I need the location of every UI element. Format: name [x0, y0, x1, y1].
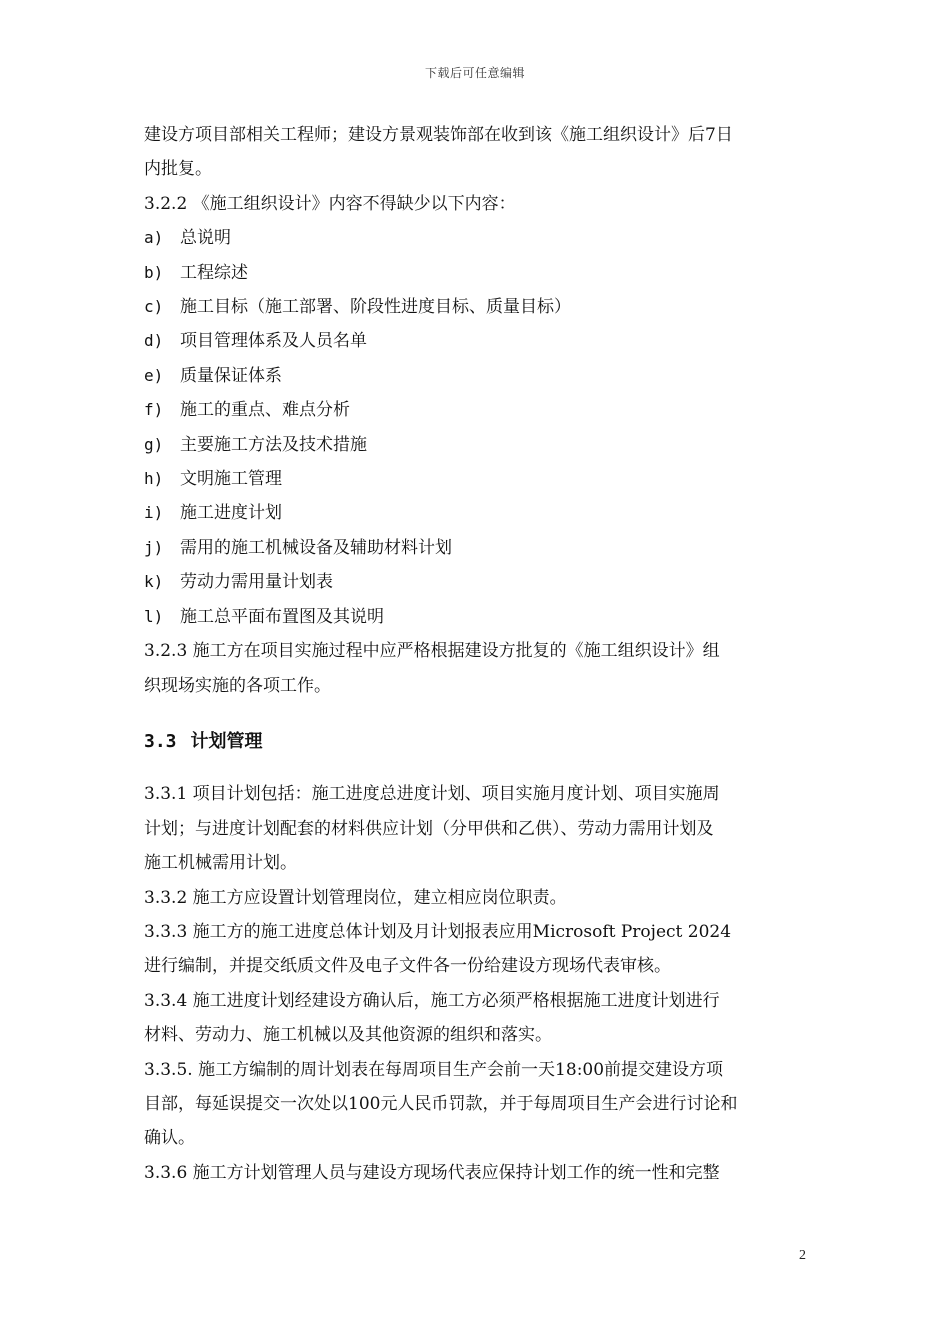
clause-3-3-5-line-2: 目部，每延误提交一次处以100元人民币罚款，并于每周项目生产会进行讨论和	[144, 1093, 738, 1114]
list-item-text: 施工的重点、难点分析	[180, 400, 350, 421]
list-item-text: 劳动力需用量计划表	[180, 572, 333, 593]
list-item	[144, 393, 806, 427]
section-number: 3.3	[144, 730, 177, 752]
list-marker: f)	[144, 400, 164, 420]
list-marker: i)	[144, 503, 164, 523]
list-marker: d)	[144, 331, 164, 351]
clause-3-3-6-line-1: 3.3.6 施工方计划管理人员与建设方现场代表应保持计划工作的统一性和完整	[144, 1162, 720, 1183]
list-item	[144, 221, 806, 255]
clause-3-3-2: 3.3.2 施工方应设置计划管理岗位，建立相应岗位职责。	[144, 887, 567, 908]
list-item-text: 质量保证体系	[180, 365, 282, 386]
list-marker: j)	[144, 537, 164, 557]
list-item	[144, 428, 806, 462]
clause-3-2-2: 3.2.2 《施工组织设计》内容不得缺少以下内容：	[144, 193, 516, 214]
clause-3-2-3-line-1: 3.2.3 施工方在项目实施过程中应严格根据建设方批复的《施工组织设计》组	[144, 641, 720, 662]
content-list	[144, 221, 806, 634]
clause-3-3-5-line-3: 确认。	[144, 1128, 195, 1149]
clause-3-3-4-line-1: 3.3.4 施工进度计划经建设方确认后，施工方必须严格根据施工进度计划进行	[144, 990, 720, 1011]
list-marker: h)	[144, 469, 164, 489]
list-item	[144, 600, 806, 634]
page-header: 下载后可任意编辑	[424, 66, 525, 80]
page-number: 2	[799, 1248, 806, 1263]
clause-3-3-3-line-1: 3.3.3 施工方的施工进度总体计划及月计划报表应用Microsoft Project 2024	[144, 921, 732, 942]
list-item-text: 工程综述	[180, 262, 248, 283]
list-marker: b)	[144, 262, 164, 282]
paragraph-intro-line-1: 建设方项目部相关工程师；建设方景观装饰部在收到该《施工组织设计》后7日	[144, 125, 733, 145]
list-item-text: 主要施工方法及技术措施	[180, 434, 367, 455]
list-item-text: 施工目标（施工部署、阶段性进度目标、质量目标）	[180, 297, 571, 318]
section-heading-3-3	[144, 725, 806, 759]
clause-3-2-3-line-2: 织现场实施的各项工作。	[144, 675, 331, 696]
list-item-text: 总说明	[180, 228, 231, 249]
list-item	[144, 462, 806, 496]
list-item	[144, 290, 806, 324]
list-item-text: 需用的施工机械设备及辅助材料计划	[180, 537, 452, 558]
list-item	[144, 359, 806, 393]
list-marker: l)	[144, 606, 164, 626]
list-item	[144, 565, 806, 599]
list-marker: c)	[144, 297, 164, 317]
clause-3-3-5-line-1: 3.3.5. 施工方编制的周计划表在每周项目生产会前一天18:00前提交建设方项	[144, 1059, 724, 1080]
list-item-text: 施工进度计划	[180, 503, 282, 524]
list-item	[144, 531, 806, 565]
list-item	[144, 496, 806, 530]
clause-3-3-1-line-3: 施工机械需用计划。	[144, 853, 297, 874]
clause-3-3-1-line-2: 计划；与进度计划配套的材料供应计划（分甲供和乙供）、劳动力需用计划及	[144, 818, 714, 839]
clause-3-3-1-line-1: 3.3.1 项目计划包括：施工进度总进度计划、项目实施月度计划、项目实施周	[144, 784, 720, 805]
list-item-text: 文明施工管理	[180, 469, 282, 490]
list-marker: g)	[144, 434, 164, 454]
document-body	[144, 118, 806, 1190]
list-marker: k)	[144, 572, 164, 592]
clause-3-3-3-line-2: 进行编制，并提交纸质文件及电子文件各一份给建设方现场代表审核。	[144, 956, 671, 977]
list-item-text: 项目管理体系及人员名单	[180, 331, 367, 352]
section-title: 计划管理	[190, 730, 263, 752]
list-item	[144, 256, 806, 290]
list-item-text: 施工总平面布置图及其说明	[180, 606, 384, 627]
list-marker: e)	[144, 365, 164, 385]
list-item	[144, 324, 806, 358]
clause-3-3-4-line-2: 材料、劳动力、施工机械以及其他资源的组织和落实。	[144, 1025, 552, 1046]
list-marker: a)	[144, 228, 164, 248]
paragraph-intro-line-2: 内批复。	[144, 159, 212, 180]
